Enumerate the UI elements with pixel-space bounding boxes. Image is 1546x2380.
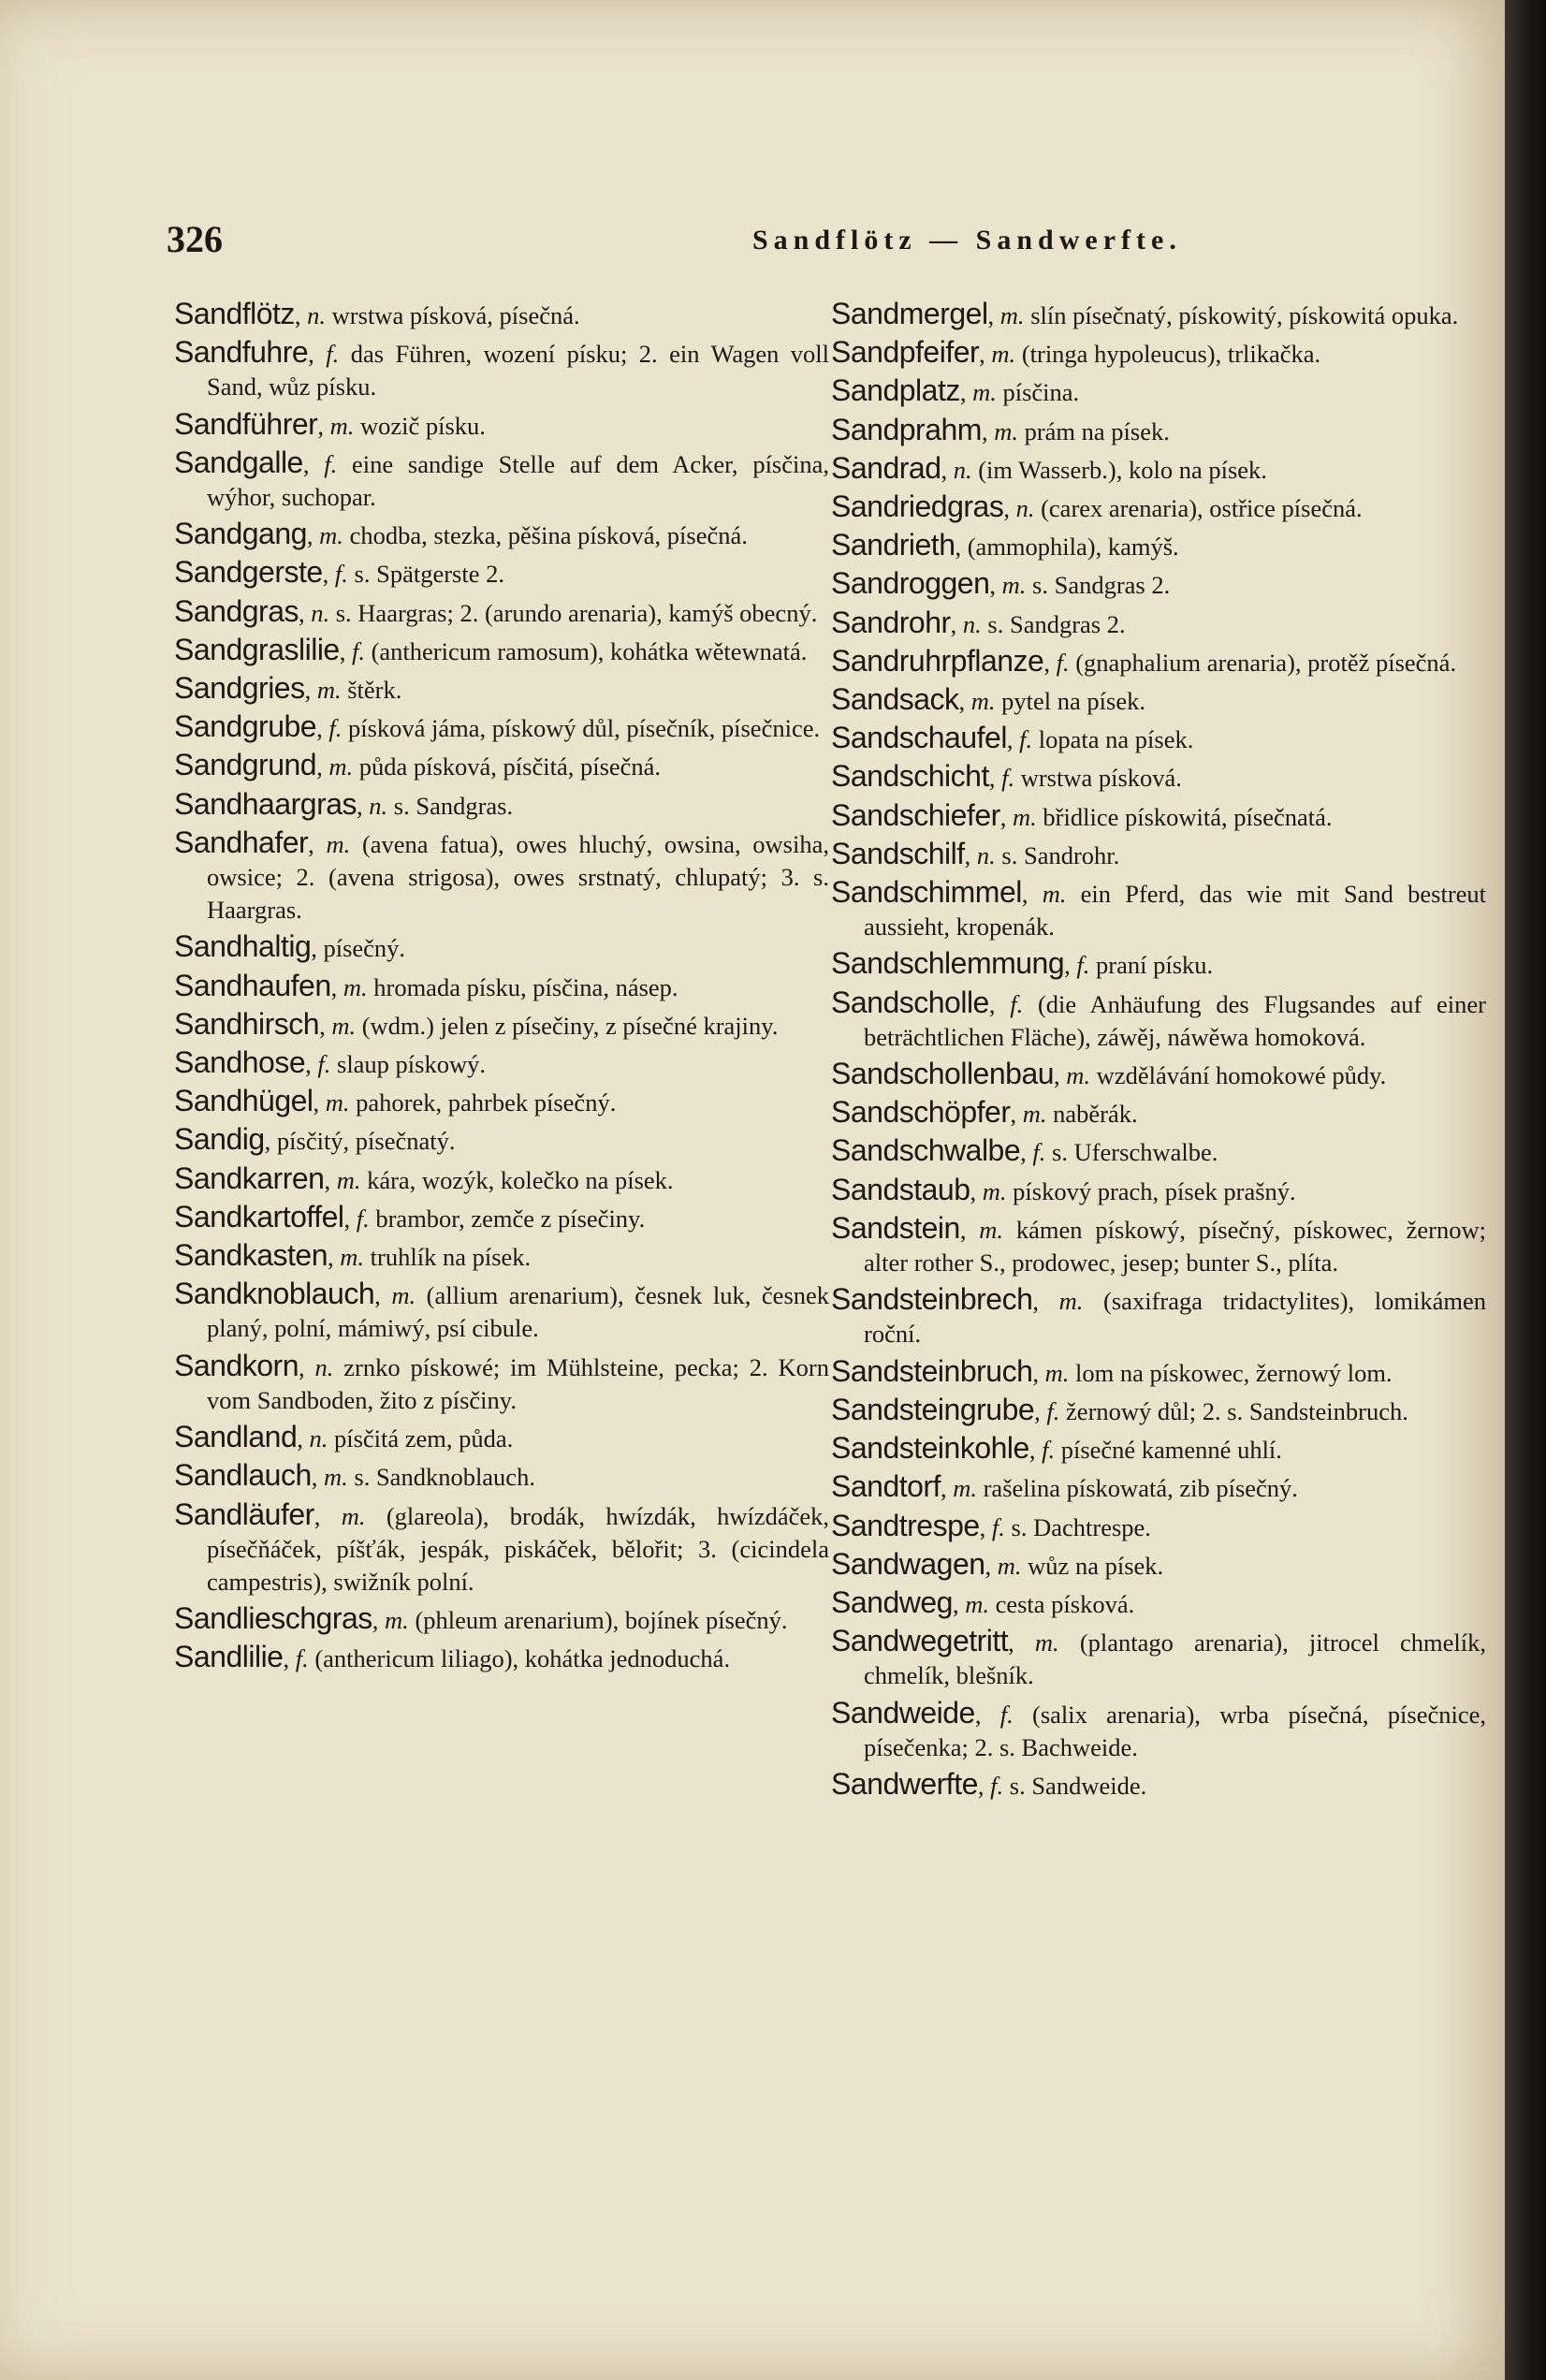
entry-gender: n. [307,301,327,329]
entry-gender: m. [953,1474,977,1503]
dictionary-entry: Sandkorn, n. zrnko pískowé; im Mühlsteine, pecka; 2. Korn vom Sandboden, žito z písčiny. [174,1348,830,1414]
entry-definition: (allium arenarium), česnek luk, česnek planý, polní, mámiwý, psí cibule. [207,1281,830,1343]
entry-headword: Sandschöpfer [831,1095,1011,1130]
entry-definition: eine sandige Stelle auf dem Acker, písčina, wýhor, suchopar. [207,449,830,512]
entry-headword: Sandgerste [174,555,323,590]
entry-gender: n. [953,455,972,484]
dictionary-entry: Sandkasten, m. truhlík na písek. [174,1238,532,1273]
entry-definition: (tringa hypoleucus), trlikačka. [1021,340,1321,369]
dictionary-entry: Sandfuhre, f. das Führen, wození písku; 2. ein Wagen voll Sand, wůz písku. [174,335,830,402]
entry-gender: f. [334,560,348,589]
dictionary-entry: Sandschiefer, m. břidlice pískowitá, písečnatá. [831,797,1333,832]
running-head: Sandflötz — Sandwerfte. [752,225,1182,256]
dictionary-entry: Sandwagen, m. wůz na písek. [831,1546,1164,1581]
entry-headword: Sandschimmel [831,875,1022,910]
dictionary-entry: Sandland, n. písčitá zem, půda. [174,1420,514,1454]
entry-definition: písčitá zem, půda. [333,1424,514,1453]
entry-headword: Sandsteinbruch [831,1353,1033,1388]
dictionary-entry: Sandlauch, m. s. Sandknoblauch. [174,1458,535,1493]
entry-headword: Sandriedgras [831,489,1004,524]
entry-gender: m. [391,1281,416,1310]
dictionary-entry: Sandriedgras, n. (carex arenaria), ostřice písečná. [831,489,1363,524]
entry-gender: m. [972,378,997,407]
entry-gender: m. [965,1589,989,1618]
entry-definition: (salix arenaria), wrba písečná, písečnice, písečenka; 2. s. Bachweide. [864,1700,1487,1761]
dictionary-entry: Sandgrube, f. písková jáma, pískowý důl, písečník, písečnice. [174,709,821,744]
entry-definition: slaup pískowý. [337,1050,486,1079]
entry-headword: Sandgraslilie [174,632,340,666]
dictionary-entry: Sandmergel, m. slín písečnatý, pískowitý, pískowitá opuka. [831,297,1459,330]
entry-headword: Sandschlemmung [831,946,1065,981]
dictionary-entry: Sandschöpfer, m. naběrák. [831,1095,1138,1130]
entry-definition: s. Uferschwalbe. [1052,1138,1218,1167]
dictionary-entry: Sandkarren, m. kára, wozýk, kolečko na písek. [174,1161,674,1195]
entry-headword: Sandgras [174,593,299,628]
dictionary-entry: Sandpfeifer, m. (tringa hypoleucus), trlikačka. [831,335,1321,370]
entry-headword: Sandkorn [174,1348,299,1382]
entry-headword: Sandgrund [174,748,317,782]
entry-definition: rašelina pískowatá, zib písečný. [983,1474,1298,1503]
dictionary-entry: Sandgries, m. štěrk. [174,671,402,706]
entry-headword: Sandtorf [831,1469,941,1504]
entry-definition: pytel na písek. [1001,687,1145,716]
entry-headword: Sandflötz [174,297,295,330]
entry-gender: f. [1046,1396,1060,1425]
entry-gender: m. [316,676,342,705]
entry-headword: Sandroggen [831,566,990,601]
entry-headword: Sandtrespe [831,1508,980,1542]
dictionary-entry: Sandschicht, f. wrstwa písková. [831,759,1182,794]
entry-headword: Sandig [174,1122,265,1157]
entry-definition: s. Dachtrespe. [1011,1512,1151,1541]
dictionary-entry: Sandschilf, n. s. Sandrohr. [831,836,1120,870]
entry-headword: Sandschiefer [831,797,1000,832]
entry-gender: m. [994,416,1018,445]
entry-headword: Sandgrube [174,709,317,744]
dictionary-entry: Sandsteingrube, f. žernowý důl; 2. s. Sandsteinbruch. [831,1392,1408,1426]
entry-definition: (avena fatua), owes hluchý, owsina, owsiha, owsice; 2. (avena strigosa), owes srstnatý, chlupatý; 3. s. Haargras. [207,829,829,925]
dictionary-entry: Sandgraslilie, f. (anthericum ramosum), kohátka wětewnatá. [174,632,808,666]
entry-gender: m. [1013,802,1037,831]
entry-headword: Sandsteinbrech [831,1282,1033,1317]
dictionary-entry: Sandgerste, f. s. Spätgerste 2. [174,555,504,590]
dictionary-entry: Sandrieth, (ammophila), kamýš. [831,528,1179,562]
entry-definition: wzdělávání homokowé půdy. [1096,1061,1387,1090]
entry-gender: f. [999,1700,1014,1729]
entry-definition: (carex arenaria), ostřice písečná. [1041,494,1363,523]
entry-headword: Sandhaltig [174,929,312,964]
entry-definition: půda písková, písčitá, písečná. [358,752,662,781]
entry-gender: m. [1044,1358,1070,1387]
dictionary-entry: Sandschlemmung, f. praní písku. [831,946,1214,981]
dictionary-entry: Sandplatz, m. písčina. [831,373,1080,408]
entry-gender: f. [317,1050,331,1079]
dictionary-entry: Sandig, písčitý, písečnatý. [174,1122,456,1157]
entry-gender: f. [356,1204,370,1233]
entry-gender: m. [336,1165,361,1194]
entry-headword: Sandrohr [831,605,951,639]
dictionary-entry: Sandtrespe, f. s. Dachtrespe. [831,1508,1151,1542]
entry-headword: Sandhügel [174,1084,314,1118]
entry-headword: Sandwagen [831,1546,985,1581]
dictionary-entry: Sandhaufen, m. hromada písku, písčina, násep. [174,968,678,1002]
entry-headword: Sandrad [831,450,941,485]
entry-headword: Sandgang [174,517,307,551]
entry-gender: m. [331,1011,357,1040]
entry-headword: Sandsack [831,682,959,717]
entry-gender: n. [976,840,996,869]
entry-gender: m. [997,1551,1022,1580]
entry-definition: truhlík na písek. [370,1243,532,1272]
entry-gender: m. [1058,1287,1084,1316]
page-header [167,217,1477,273]
entry-definition: (glareola), brodák, hwízdák, hwízdáček, písečňáček, píšťák, jespák, piskáček, bělořit; 3. (cicindela campestris), swižník polní. [207,1501,830,1596]
entry-gender: n. [309,1424,328,1453]
entry-gender: m. [341,1501,366,1530]
dictionary-entry: Sandsteinkohle, f. písečné kamenné uhlí. [831,1431,1282,1466]
entry-definition: žernowý důl; 2. s. Sandsteinbruch. [1066,1396,1408,1425]
dictionary-entry: Sandrohr, n. s. Sandgras 2. [831,605,1126,639]
dictionary-entry: Sandscholle, f. (die Anhäufung des Flugsandes auf einer beträchtlichen Fläche), záwěj, náwěwa homoková. [831,985,1487,1051]
entry-gender: m. [319,521,343,550]
entry-gender: m. [323,1463,348,1492]
entry-headword: Sandlieschgras [174,1601,372,1636]
dictionary-entry: Sandweg, m. cesta písková. [831,1584,1135,1619]
entry-definition: (phleum arenarium), bojínek písečný. [415,1606,788,1635]
entry-gender: m. [979,1215,1004,1244]
entry-gender: f. [326,340,340,369]
book-edge [1505,0,1546,2380]
entry-gender: f. [1019,725,1033,754]
entry-definition: pískový prach, písek prašný. [1013,1176,1296,1205]
entry-headword: Sandkarren [174,1161,325,1195]
entry-definition: chodba, stezka, pěšina písková, písečná. [349,521,748,550]
entry-gender: n. [314,1352,334,1381]
entry-definition: s. Sandrohr. [1001,840,1120,869]
entry-definition: praní písku. [1096,951,1214,980]
entry-headword: Sandgries [174,671,305,706]
entry-definition: (ammophila), kamýš. [967,533,1179,562]
entry-definition: písečné kamenné uhlí. [1060,1436,1282,1465]
entry-headword: Sandschilf [831,836,965,870]
entry-headword: Sandhirsch [174,1006,320,1041]
entry-headword: Sandlauch [174,1458,312,1493]
entry-definition: písčina. [1002,378,1080,407]
entry-headword: Sandstaub [831,1172,970,1206]
entry-gender: m. [991,340,1016,369]
entry-definition: wrstwa písková. [1020,764,1182,793]
entry-definition: písková jáma, pískowý důl, písečník, písečnice. [347,714,821,743]
entry-gender: m. [325,1088,350,1117]
dictionary-entry: Sandhaltig, písečný. [174,929,406,964]
entry-gender: m. [1022,1100,1047,1129]
entry-gender: m. [999,301,1025,329]
dictionary-entry: Sandsack, m. pytel na písek. [831,682,1145,717]
entry-definition: das Führen, wození písku; 2. ein Wagen voll Sand, wůz písku. [207,340,830,402]
entry-headword: Sandplatz [831,373,960,408]
dictionary-entry: Sandsteinbruch, m. lom na pískowec, žernowý lom. [831,1353,1393,1388]
entry-headword: Sandpfeifer [831,335,980,370]
dictionary-entry: Sandroggen, m. s. Sandgras 2. [831,566,1171,601]
entry-definition: zrnko pískowé; im Mühlsteine, pecka; 2. Korn vom Sandboden, žito z písčiny. [207,1352,830,1414]
dictionary-entry: Sandgalle, f. eine sandige Stelle auf dem Acker, písčina, wýhor, suchopar. [174,445,830,512]
entry-headword: Sandweide [831,1695,975,1730]
entry-gender: m. [1001,571,1027,600]
entry-definition: (im Wasserb.), kolo na písek. [978,455,1267,484]
entry-gender: m. [1066,1061,1091,1090]
entry-gender: m. [1042,880,1067,909]
dictionary-entry: Sandgang, m. chodba, stezka, pěšina písková, písečná. [174,517,748,551]
entry-headword: Sandrieth [831,528,955,562]
left-column [174,298,829,1680]
entry-gender: n. [311,598,330,627]
entry-definition: s. Sandweide. [1009,1771,1147,1800]
entry-headword: Sandstein [831,1210,960,1245]
right-column [831,298,1486,1806]
entry-definition: pahorek, pahrbek písečný. [356,1088,617,1117]
dictionary-entry: Sandknoblauch, m. (allium arenarium), česnek luk, česnek planý, polní, mámiwý, psí cibule. [174,1277,830,1343]
entry-gender: m. [385,1606,409,1635]
dictionary-entry: Sandführer, m. wozič písku. [174,406,486,441]
entry-definition: (die Anhäufung des Flugsandes auf einer beträchtlichen Fläche), záwěj, náwěwa homoková. [864,989,1487,1051]
entry-definition: ein Pferd, das wie mit Sand bestreut aussieht, kropenák. [864,880,1487,942]
entry-gender: m. [326,829,351,858]
entry-definition: písčitý, písečnatý. [276,1127,456,1156]
entry-definition: s. Haargras; 2. (arundo arenaria), kamýš obecný. [335,598,818,627]
dictionary-entry: Sandschaufel, f. lopata na písek. [831,721,1194,755]
entry-definition: s. Spätgerste 2. [354,560,504,589]
entry-headword: Sandknoblauch [174,1277,375,1311]
dictionary-entry: Sandhaargras, n. s. Sandgras. [174,786,514,821]
entry-definition: naběrák. [1053,1100,1138,1129]
entry-definition: písečný. [323,934,406,963]
entry-headword: Sandkasten [174,1238,328,1273]
entry-headword: Sandschwalbe [831,1133,1021,1168]
entry-headword: Sandprahm [831,412,982,446]
entry-definition: (anthericum liliago), kohátka jednoduchá. [314,1644,731,1673]
entry-gender: f. [351,636,365,665]
entry-definition: (saxifraga tridactylites), lomikámen roční. [864,1287,1487,1349]
entry-definition: slín písečnatý, pískowitý, pískowitá opuka. [1030,301,1459,329]
entry-headword: Sandgalle [174,445,303,479]
dictionary-entry: Sandläufer, m. (glareola), brodák, hwízdák, hwízdáček, písečňáček, píšťák, jespák, piskáček, bělořit; 3. (cicindela campestris), swižník polní. [174,1497,830,1596]
entry-gender: m. [343,972,368,1001]
entry-headword: Sandhafer [174,825,309,859]
entry-headword: Sandmergel [831,297,988,330]
entry-gender: f. [1042,1436,1056,1465]
entry-gender: n. [369,791,388,820]
entry-headword: Sandhaargras [174,786,357,821]
entry-gender: m. [328,752,354,781]
entry-definition: s. Sandgras 2. [1032,571,1171,600]
entry-gender: f. [1001,764,1015,793]
entry-definition: štěrk. [347,676,402,705]
entry-headword: Sandweg [831,1584,953,1619]
dictionary-entry: Sandschwalbe, f. s. Uferschwalbe. [831,1133,1218,1168]
dictionary-entry: Sandstein, m. kámen pískowý, písečný, pískowec, žernow; alter rother S., prodowec, jesep; bunter S., plíta. [831,1210,1486,1278]
entry-headword: Sandsteingrube [831,1392,1035,1426]
dictionary-entry: Sandweide, f. (salix arenaria), wrba písečná, písečnice, písečenka; 2. s. Bachweide. [831,1695,1487,1761]
entry-definition: (plantago arenaria), jitrocel chmelík, chmelík, blešník. [864,1628,1487,1690]
entry-definition: kára, wozýk, kolečko na písek. [367,1165,674,1194]
dictionary-entry: Sandhose, f. slaup pískowý. [174,1045,486,1080]
entry-headword: Sandkartoffel [174,1199,344,1234]
dictionary-entry: Sandstaub, m. pískový prach, písek prašný. [831,1172,1296,1206]
entry-headword: Sandläufer [174,1497,314,1531]
dictionary-entry: Sandschimmel, m. ein Pferd, das wie mit Sand bestreut aussieht, kropenák. [831,875,1487,942]
entry-definition: břidlice pískowitá, písečnatá. [1043,802,1333,831]
entry-headword: Sandruhrpflanze [831,643,1044,678]
entry-gender: f. [1010,989,1024,1018]
entry-definition: lom na pískowec, žernowý lom. [1075,1358,1393,1387]
dictionary-entry: Sandtorf, m. rašelina pískowatá, zib písečný. [831,1469,1298,1504]
entry-gender: f. [328,714,343,743]
entry-definition: (gnaphalium arenaria), protěž písečná. [1075,648,1457,677]
entry-definition: brambor, zemče z písečiny. [375,1204,646,1233]
dictionary-entry: Sandkartoffel, f. brambor, zemče z písečiny. [174,1199,646,1234]
page-number: 326 [167,218,223,260]
dictionary-entry: Sandhafer, m. (avena fatua), owes hluchý, owsina, owsiha, owsice; 2. (avena strigosa), owes srstnatý, chlupatý; 3. s. Haargras. [174,825,829,925]
entry-headword: Sandschicht [831,759,989,794]
entry-gender: f. [1032,1138,1046,1167]
entry-definition: kámen pískowý, písečný, pískowec, žernow; alter rother S., prodowec, jesep; bunter S., plíta. [864,1215,1486,1278]
entry-gender: n. [962,609,982,638]
dictionary-entry: Sandlieschgras, m. (phleum arenarium), bojínek písečný. [174,1601,788,1636]
dictionary-entry: Sandhügel, m. pahorek, pahrbek písečný. [174,1084,617,1118]
entry-gender: m. [970,687,996,716]
dictionary-entry: Sandrad, n. (im Wasserb.), kolo na písek. [831,450,1267,485]
dictionary-entry: Sandwegetritt, m. (plantago arenaria), jitrocel chmelík, chmelík, blešník. [831,1624,1487,1690]
dictionary-entry: Sandruhrpflanze, f. (gnaphalium arenaria), protěž písečná. [831,643,1457,678]
entry-headword: Sandfuhre [174,335,309,370]
entry-definition: (anthericum ramosum), kohátka wětewnatá. [371,636,808,665]
entry-gender: f. [324,449,338,478]
entry-gender: f. [295,1644,309,1673]
dictionary-entry: Sandflötz, n. wrstwa písková, písečná. [174,297,580,330]
entry-definition: wrstwa písková, písečná. [331,301,580,329]
dictionary-entry: Sandwerfte, f. s. Sandweide. [831,1766,1147,1801]
entry-definition: (wdm.) jelen z písečiny, z písečné krajiny. [361,1011,779,1040]
entry-definition: cesta písková. [995,1589,1135,1618]
entry-headword: Sandsteinkohle [831,1431,1029,1466]
entry-headword: Sandwegetritt [831,1624,1009,1658]
entry-headword: Sandland [174,1420,298,1454]
entry-headword: Sandlilie [174,1640,284,1674]
entry-headword: Sandschollenbau [831,1057,1055,1091]
entry-gender: m. [1034,1628,1059,1657]
entry-definition: s. Sandgras 2. [987,609,1126,638]
entry-gender: f. [1076,951,1090,980]
entry-gender: f. [991,1512,1005,1541]
entry-headword: Sandhose [174,1045,306,1080]
dictionary-entry: Sandgras, n. s. Haargras; 2. (arundo arenaria), kamýš obecný. [174,593,818,628]
entry-gender: f. [990,1771,1004,1800]
entry-headword: Sandwerfte [831,1766,978,1801]
entry-definition: s. Sandknoblauch. [354,1463,535,1492]
entry-gender: f. [1056,648,1070,677]
entry-gender: n. [1015,494,1035,523]
entry-definition: hromada písku, písčina, násep. [373,972,678,1001]
dictionary-entry: Sandschollenbau, m. wzdělávání homokowé půdy. [831,1057,1387,1091]
entry-definition: lopata na písek. [1038,725,1194,754]
entry-headword: Sandschaufel [831,721,1007,755]
entry-definition: wůz na písek. [1028,1551,1164,1580]
entry-headword: Sandscholle [831,985,989,1019]
entry-gender: m. [340,1243,365,1272]
dictionary-entry: Sandhirsch, m. (wdm.) jelen z písečiny, z písečné krajiny. [174,1006,779,1041]
entry-definition: s. Sandgras. [393,791,514,820]
dictionary-entry: Sandgrund, m. půda písková, písčitá, písečná. [174,748,662,782]
entry-definition: prám na písek. [1024,416,1170,445]
entry-headword: Sandhaufen [174,968,331,1002]
entry-gender: m. [329,411,355,440]
dictionary-entry: Sandprahm, m. prám na písek. [831,412,1170,446]
entry-gender: m. [982,1176,1007,1205]
dictionary-entry: Sandlilie, f. (anthericum liliago), kohátka jednoduchá. [174,1640,731,1674]
dictionary-entry: Sandsteinbrech, m. (saxifraga tridactylites), lomikámen roční. [831,1282,1487,1349]
entry-headword: Sandführer [174,406,318,441]
entry-definition: wozič písku. [359,411,486,440]
